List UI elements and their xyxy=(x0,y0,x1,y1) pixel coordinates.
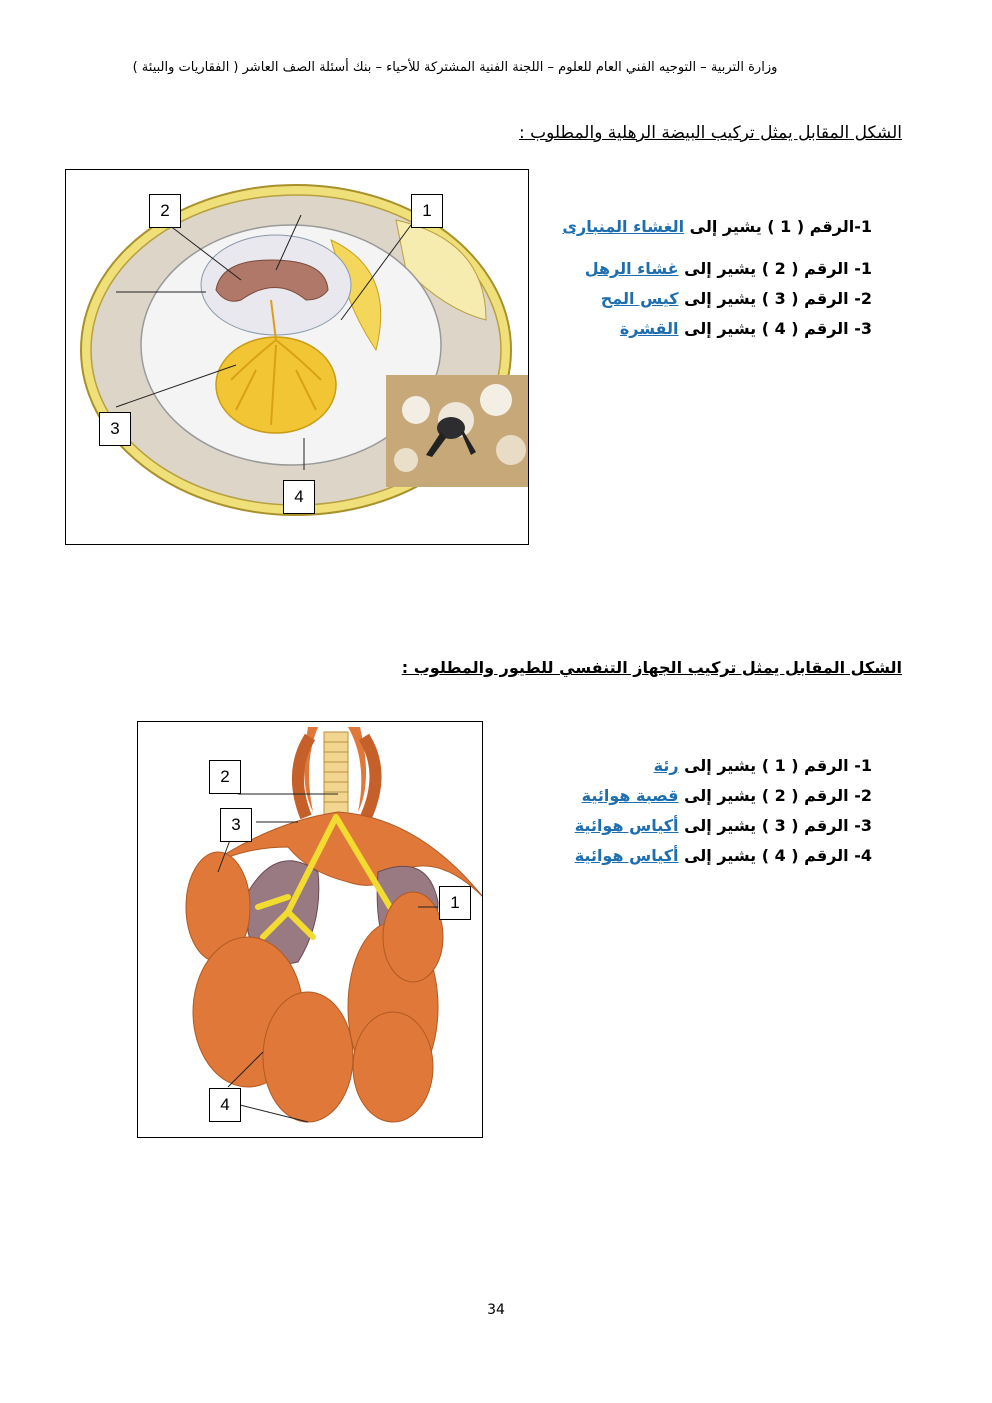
egg-label-4: 4 xyxy=(283,480,315,514)
resp-label-4: 4 xyxy=(209,1088,241,1122)
bird-respiratory-figure xyxy=(137,721,483,1138)
section2-answers xyxy=(575,751,872,871)
answer-text: رئة xyxy=(653,756,679,775)
answer-text: كيس المح xyxy=(600,289,679,308)
answer-row: 1- الرقم ( 2 ) يشير إلى غشاء الرهل xyxy=(584,259,872,278)
section1-title: الشكل المقابل يمثل تركيب البيضة الرهلية والمطلوب : xyxy=(518,123,902,143)
answer-row: 2- الرقم ( 3 ) يشير إلى كيس المح xyxy=(600,289,872,308)
egg-label-3: 3 xyxy=(99,412,131,446)
amniotic-egg-figure xyxy=(65,169,529,545)
respiratory-diagram xyxy=(138,722,482,1137)
answer-row: 3- الرقم ( 4 ) يشير إلى القشرة xyxy=(619,319,872,338)
answer-row: 1- الرقم ( 1 ) يشير إلى رئة xyxy=(653,756,872,775)
resp-label-2: 2 xyxy=(209,760,241,794)
answer-text: القشرة xyxy=(619,319,679,338)
section2-title: الشكل المقابل يمثل تركيب الجهاز التنفسي للطيور والمطلوب : xyxy=(401,658,902,677)
answer-text: قصبة هوائية xyxy=(581,786,679,805)
section1-answers xyxy=(562,212,872,344)
answer-text: الغشاء المنبارى xyxy=(562,217,685,236)
answer-text: أكياس هوائية xyxy=(574,816,679,835)
page-header: وزارة التربية – التوجيه الفني العام للعلوم – اللجنة الفنية المشتركة للأحياء – بنك أسئلة الصف العاشر ( الفقاريات والبيئة ) xyxy=(132,60,778,75)
page-number: 34 xyxy=(487,1302,505,1318)
egg-label-1: 1 xyxy=(411,194,443,228)
answer-row: 3- الرقم ( 3 ) يشير إلى أكياس هوائية xyxy=(574,816,872,835)
resp-label-3: 3 xyxy=(220,808,252,842)
answer-text: غشاء الرهل xyxy=(584,259,679,278)
resp-label-1: 1 xyxy=(439,886,471,920)
answer-text: أكياس هوائية xyxy=(574,846,679,865)
egg-label-2: 2 xyxy=(149,194,181,228)
answer-row: 2- الرقم ( 2 ) يشير إلى قصبة هوائية xyxy=(581,786,872,805)
answer-row: 1-الرقم ( 1 ) يشير إلى الغشاء المنبارى xyxy=(562,217,872,236)
answer-row: 4- الرقم ( 4 ) يشير إلى أكياس هوائية xyxy=(574,846,872,865)
